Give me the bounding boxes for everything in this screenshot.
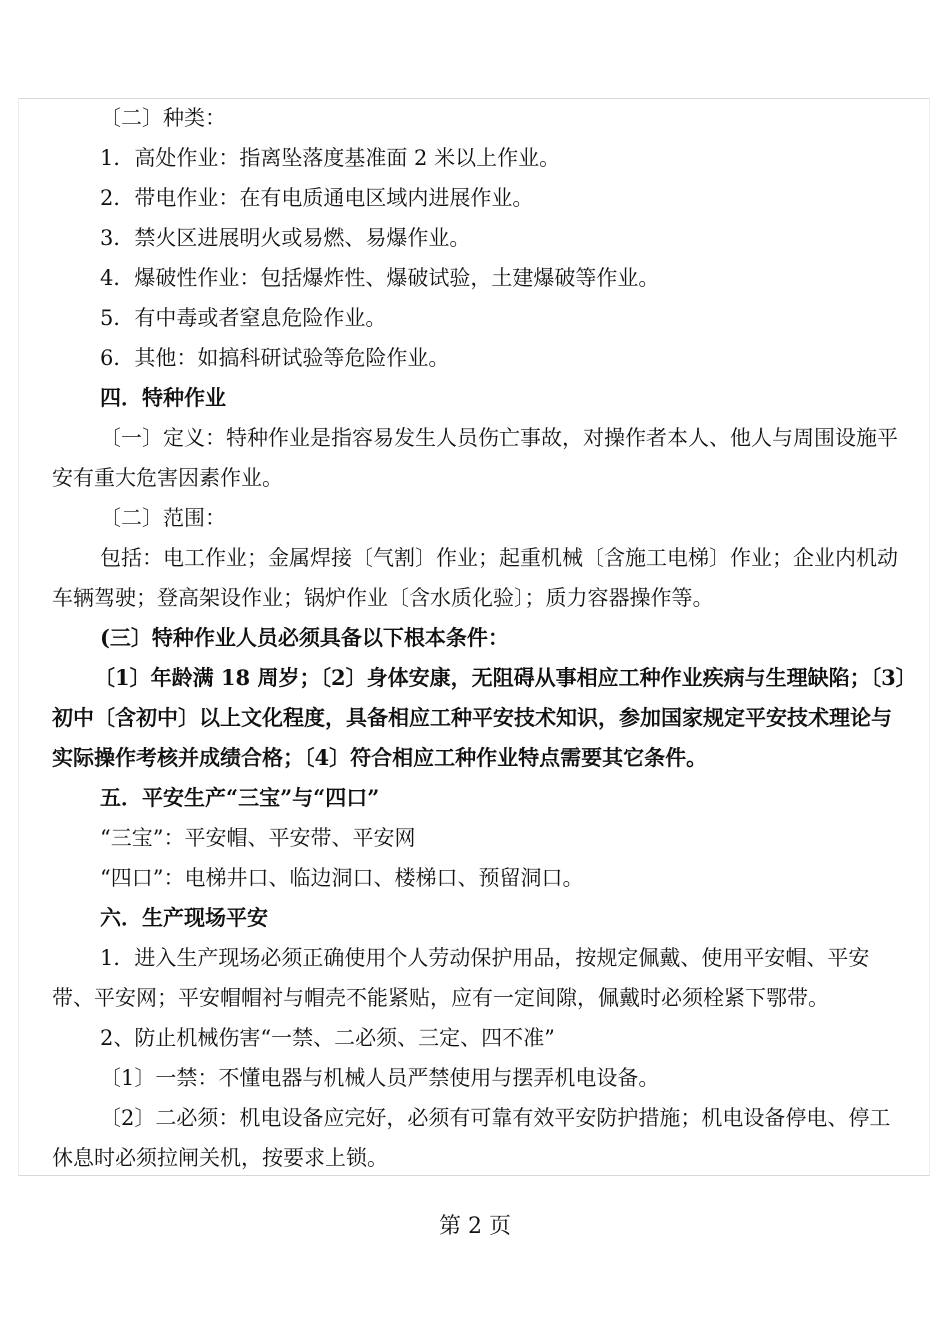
section-heading-three-treasures: 五．平安生产“三宝”与“四口” bbox=[100, 785, 380, 810]
paragraph-conditions: 〔1〕年龄满 18 周岁；〔2〕身体安康，无阻碍从事相应工种作业疾病与生理缺陷；〔3〕初中〔含初中〕以上文化程度，具备相应工种平安技术知识，参加国家规定平安技术理论与实际操作考核并成绩合格；〔4〕符合相应工种作业特点需要其它条件。 bbox=[52, 665, 907, 770]
section-subheading-scope: 〔二〕范围： bbox=[100, 506, 226, 530]
paragraph-one-prohibition: 〔1〕一禁：不懂电器与机械人员严禁使用与摆弄机电设备。 bbox=[100, 1066, 660, 1090]
paragraph-protective-equipment: 1．进入生产现场必须正确使用个人劳动保护用品，按规定佩戴、使用平安帽、平安带、平安网；平安帽帽衬与帽壳不能紧贴，应有一定间隙，佩戴时必须栓紧下鄂带。 bbox=[52, 946, 870, 1010]
paragraph-four-openings: “四口”：电梯井口、临边洞口、楼梯口、预留洞口。 bbox=[100, 866, 584, 890]
paragraph-scope: 包括：电工作业；金属焊接〔气割〕作业；起重机械〔含施工电梯〕作业；企业内机动车辆驾驶；登高架设作业；锅炉作业〔含水质化验〕；质力容器操作等。 bbox=[52, 546, 898, 610]
paragraph-mechanical-injury: 2、防止机械伤害“一禁、二必须、三定、四不准” bbox=[100, 1026, 555, 1050]
list-item: 1．高处作业：指离坠落度基准面 2 米以上作业。 bbox=[100, 146, 561, 170]
section-heading-site-safety: 六．生产现场平安 bbox=[100, 905, 268, 930]
section-heading-special-work: 四．特种作业 bbox=[100, 385, 226, 410]
section-subheading-conditions: (三〕特种作业人员必须具备以下根本条件： bbox=[100, 625, 509, 650]
paragraph-definition: 〔一〕定义：特种作业是指容易发生人员伤亡事故，对操作者本人、他人与周围设施平安有重大危害因素作业。 bbox=[52, 426, 898, 490]
list-item: 5．有中毒或者窒息危险作业。 bbox=[100, 306, 387, 330]
list-item: 6．其他：如搞科研试验等危险作业。 bbox=[100, 346, 450, 370]
paragraph-two-musts: 〔2〕二必须：机电设备应完好，必须有可靠有效平安防护措施；机电设备停电、停工休息时必须拉闸关机，按要求上锁。 bbox=[52, 1106, 891, 1170]
list-item: 2．带电作业：在有电质通电区域内进展作业。 bbox=[100, 186, 534, 210]
document-body bbox=[52, 98, 910, 1178]
list-item: 3．禁火区进展明火或易燃、易爆作业。 bbox=[100, 226, 471, 250]
list-item: 4．爆破性作业：包括爆炸性、爆破试验，土建爆破等作业。 bbox=[100, 266, 660, 290]
paragraph-three-treasures: “三宝”：平安帽、平安带、平安网 bbox=[100, 826, 416, 850]
section-subheading-types: 〔二〕种类： bbox=[100, 106, 226, 130]
page-number: 第 2 页 bbox=[439, 1214, 511, 1239]
